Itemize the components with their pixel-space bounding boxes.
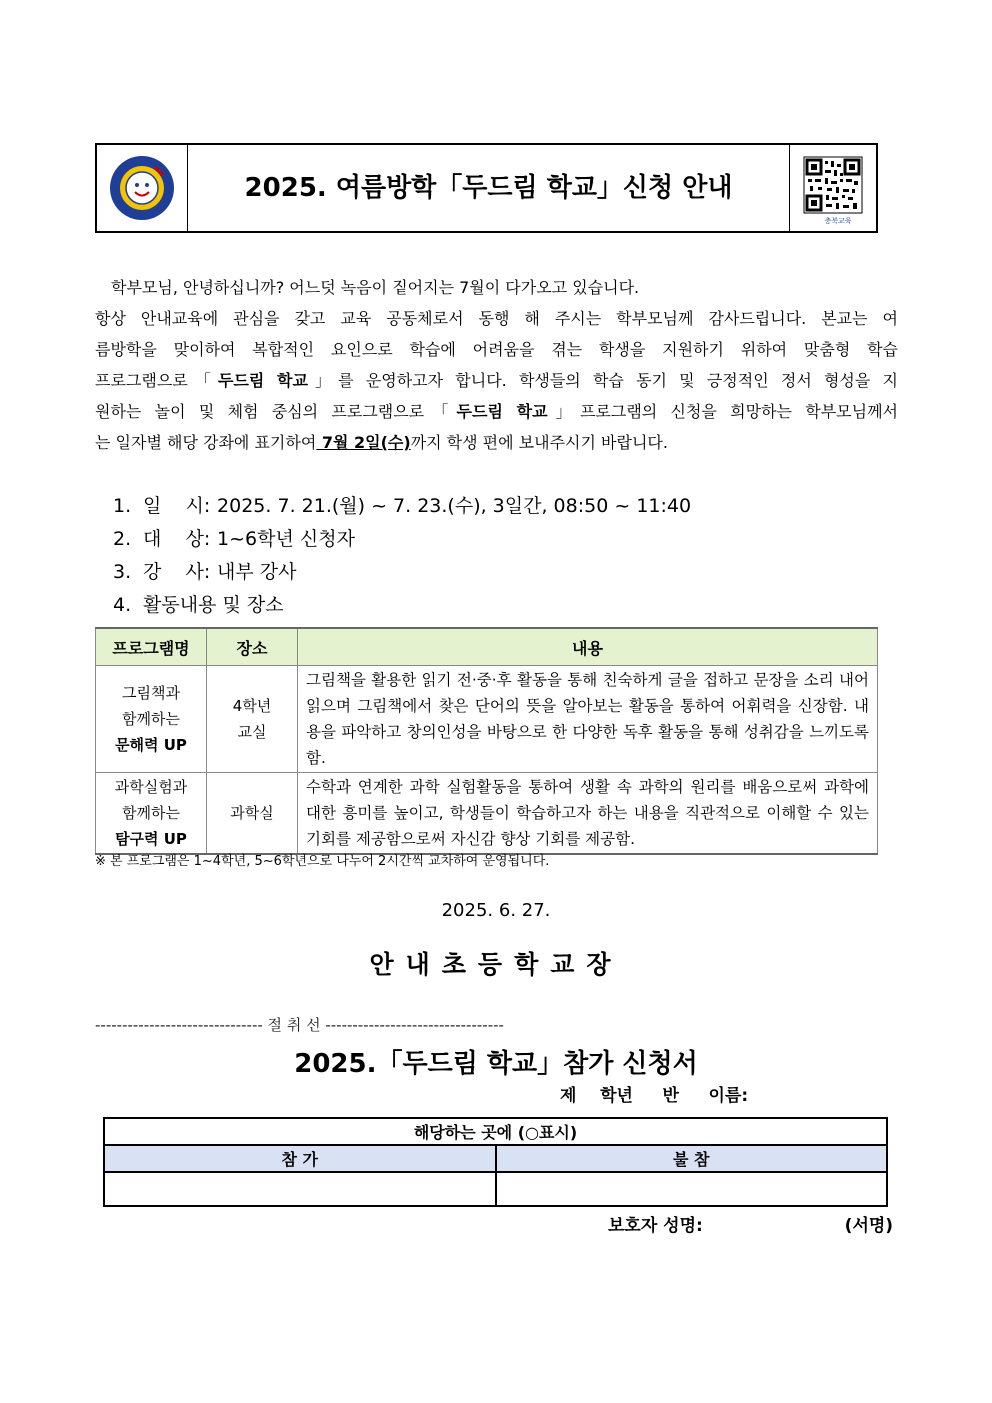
col-attend: 참 가 [104,1145,496,1172]
place-line: 과학실 [230,804,274,822]
content-cell: 수학과 연계한 과학 실험활동을 통하여 생활 속 과학의 원리를 배움으로써 과학에 대한 흥미를 높이고, 학생들이 학습하고자 하는 내용을 직관적으로 이해할 수 있는 기회를 제공함으로써 자신감 향상 기회를 제공함. [298,773,878,855]
instruction-row [104,1118,887,1145]
intro-line-3: 름방학을 맞이하여 복합적인 요인으로 학습에 어려움을 겪는 학생을 지원하기 위하여 맞춤형 학습 [95,340,898,359]
place-cell [207,666,298,773]
application-table [103,1117,888,1207]
item-number: 2. [113,528,132,550]
content-cell: 그림책을 활용한 읽기 전·중·후 활동을 통해 친숙하게 글을 접하고 문장을 소리 내어 읽으며 그림책에서 찾은 단어의 뜻을 알아보는 활동을 통하여 어휘력을 신장함. 내용을 파악하고 창의인성을 바탕으로 한 다양한 독후 활동을 통해 성취감을 느끼도록 함. [298,666,878,773]
instruction-cell: 해당하는 곳에 (○표시) [104,1118,887,1145]
item-value: 2025. 7. 21.(월) ~ 7. 23.(수), 3일간, 08:50 ~ 11:40 [217,495,692,517]
program-name-line: 과학실험과 [114,778,188,796]
program-note: ※ 본 프로그램은 1~4학년, 5~6학년으로 나누어 2시간씩 교차하여 운영됩니다. [95,854,550,869]
qr-caption: 충북교육 [824,217,852,225]
form-title: 2025.「두드림 학교」참가 신청서 [294,1049,698,1079]
choice-header-row [104,1145,887,1172]
school-emblem-icon [97,145,187,231]
info-item-instructor [113,556,691,589]
program-name-line: 그림책과 [122,684,180,702]
program-name-cell [96,666,207,773]
table-row [96,773,878,855]
item-number: 4. [113,594,132,616]
program-name-line: 탐구력 UP [115,830,187,848]
intro-line-1: 학부모님, 안녕하십니까? 어느덧 녹음이 짙어지는 7월이 다가오고 있습니다. [111,278,640,297]
qr-code-icon [790,145,876,231]
info-item-schedule [113,490,691,523]
program-name-bold: 두드림 학교 [456,402,548,421]
intro-text: 는 일자별 해당 강좌에 표기하여 [95,433,317,452]
item-key: 일 시: [143,495,211,517]
intro-line-6 [95,427,898,458]
attend-input-cell[interactable] [104,1172,496,1206]
intro-text: 」를 운영하고자 합니다. 학생들의 학습 동기 및 긍정적인 정서 형성을 지 [307,371,898,390]
info-item-activity [113,589,691,622]
col-header-content: 내용 [298,628,878,666]
student-info-line: 제 학년 반 이름: [560,1086,749,1106]
absent-input-cell[interactable] [496,1172,888,1206]
guardian-label: 보호자 성명: [608,1216,703,1236]
place-line: 4학년 [232,697,272,715]
col-header-program: 프로그램명 [96,628,207,666]
table-header-row [96,628,878,666]
col-header-place: 장소 [207,628,298,666]
qr-cell [789,145,876,231]
issue-date: 2025. 6. 27. [441,900,551,921]
intro-text: 원하는 놀이 및 체험 중심의 프로그램으로「 [95,402,457,421]
choice-input-row [104,1172,887,1206]
intro-line-5 [95,396,898,427]
page-title: 2025. 여름방학「두드림 학교」신청 안내 [244,173,733,203]
guardian-signature-line [608,1211,893,1236]
cut-line: ------------------------------- 절 취 선 --------------------------------- [95,1016,504,1034]
table-row [96,666,878,773]
logo-cell [97,145,188,231]
intro-line-4 [95,365,898,396]
item-value: 내부 강사 [217,561,297,583]
place-line: 교실 [237,723,267,741]
deadline-date: 7월 2일(수) [316,433,411,452]
program-name-line: 문해력 UP [115,736,187,754]
intro-text: 프로그램으로「 [95,371,218,390]
header-box [95,143,878,233]
program-name-line: 함께하는 [122,710,180,728]
info-list [113,490,691,622]
info-item-target [113,523,691,556]
item-key: 대 상: [143,528,211,550]
seal-label: (서명) [844,1216,894,1236]
item-number: 1. [113,495,132,517]
program-table [95,627,878,855]
item-number: 3. [113,561,132,583]
intro-paragraph [95,272,898,458]
principal-signature: 안내초등학교장 [369,950,623,979]
program-name-cell [96,773,207,855]
item-key: 강 사: [143,561,211,583]
col-absent: 불 참 [496,1145,888,1172]
intro-text: 」프로그램의 신청을 희망하는 학부모님께서 [547,402,898,421]
program-name-line: 함께하는 [122,804,180,822]
item-value: 1~6학년 신청자 [217,528,355,550]
intro-text: 까지 학생 편에 보내주시기 바랍니다. [410,433,668,452]
item-key: 활동내용 및 장소 [143,594,284,616]
program-name-bold: 두드림 학교 [217,371,308,390]
place-cell [207,773,298,855]
intro-line-2: 항상 안내교육에 관심을 갖고 교육 공동체로서 동행 해 주시는 학부모님께 감사드립니다. 본교는 여 [95,309,898,328]
